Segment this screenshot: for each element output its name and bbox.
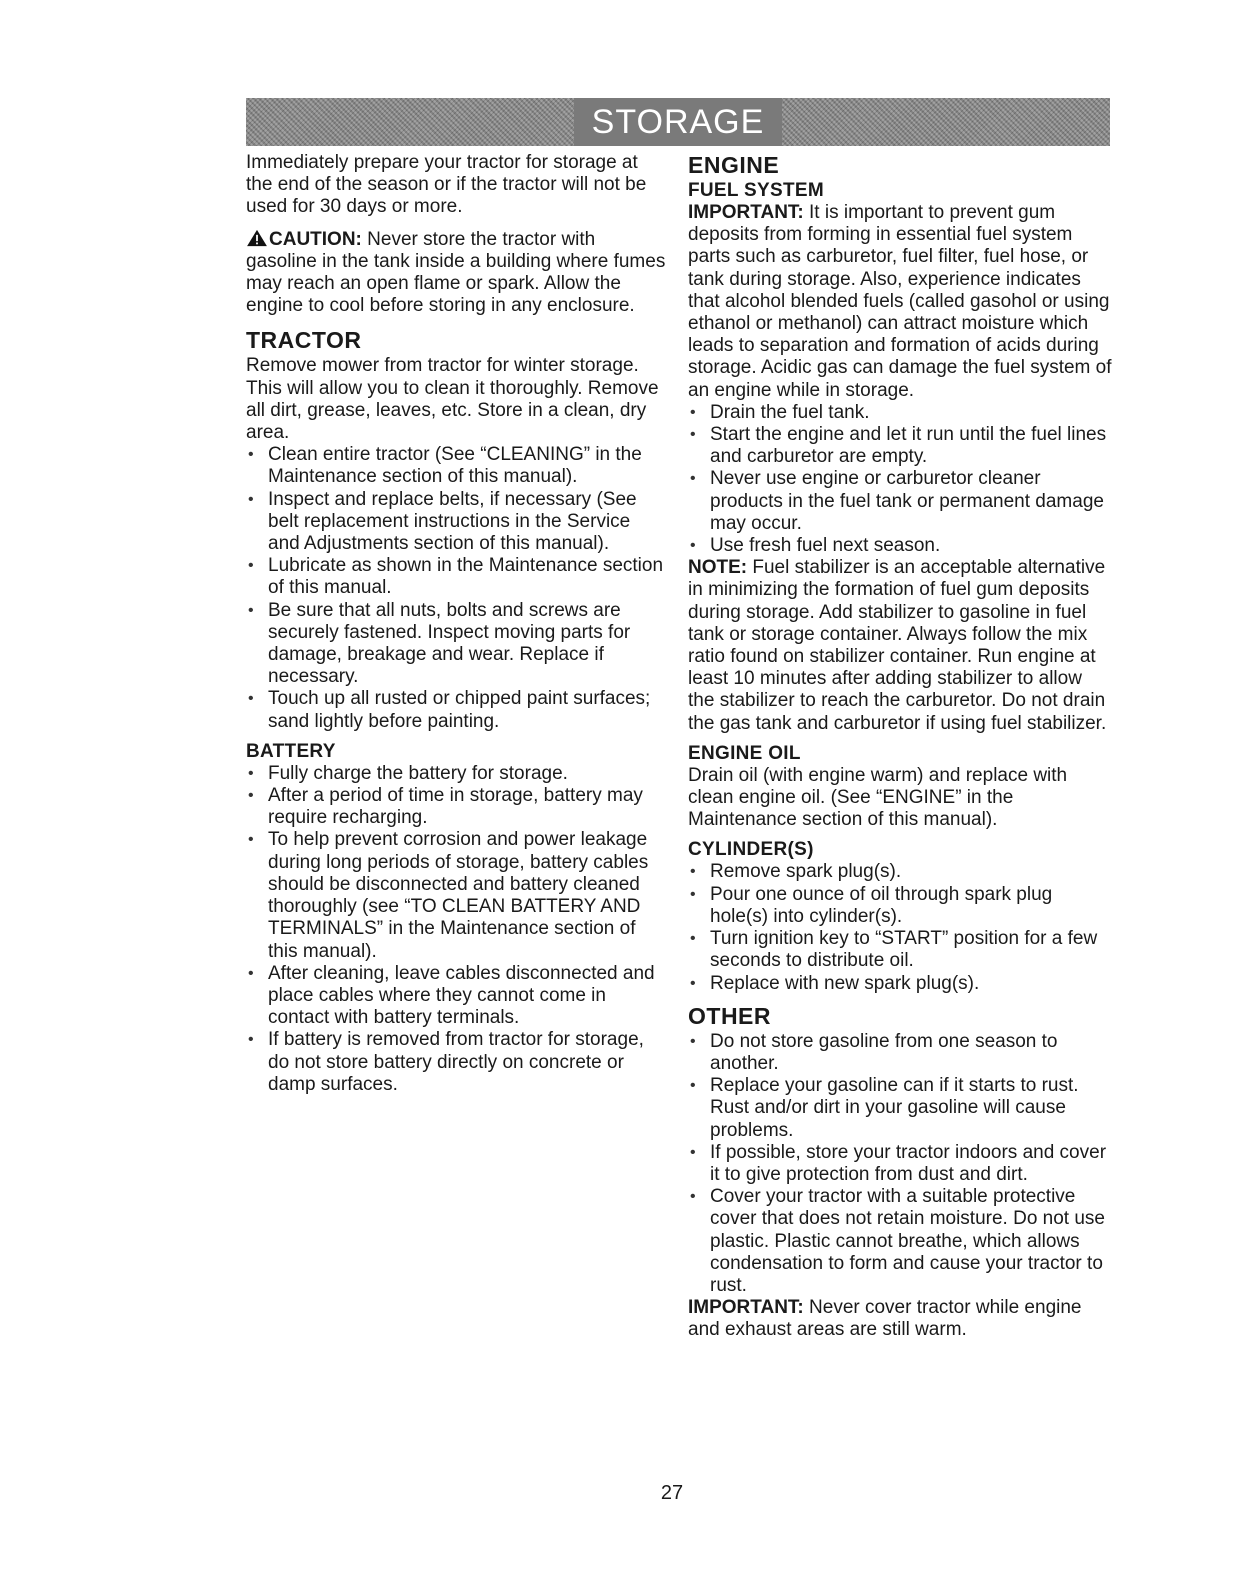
list-item: • Touch up all rusted or chipped paint surfaces; sand lightly before painting. (246, 688, 666, 732)
list-item: • After a period of time in storage, battery may require recharging. (246, 785, 666, 829)
section-title: STORAGE (574, 98, 783, 146)
fuel-system-list (688, 402, 1112, 557)
important-text: Never cover tractor while engine and exhaust areas are still warm. (688, 1297, 1082, 1341)
battery-heading: BATTERY (246, 740, 336, 762)
warning-triangle-icon (246, 229, 268, 247)
engine-oil-heading: ENGINE OIL (688, 742, 801, 764)
note-text: Fuel stabilizer is an acceptable alternative in minimizing the formation of fuel gum deposits during storage. Add stabilizer to gasoline in fuel tank or storage container. Always follow the mix ratio found on stabilizer container. Run engine at least 10 minutes after adding stabilizer to allow the stabilizer to reach the carburetor. Do not drain the gas tank and carburetor if using fuel stabilizer. (688, 557, 1107, 734)
other-heading: OTHER (688, 1002, 771, 1029)
list-item: • Cover your tractor with a suitable protective cover that does not retain moisture. Do not use plastic. Plastic cannot breathe, which allows condensation to form and cause your tractor to rust. (688, 1186, 1112, 1297)
list-item: • Use fresh fuel next season. (688, 535, 1112, 557)
list-item: • Lubricate as shown in the Maintenance section of this manual. (246, 555, 666, 599)
list-item: • Never use engine or carburetor cleaner products in the fuel tank or permanent damage may occur. (688, 468, 1112, 535)
fuel-system-important (688, 202, 1112, 402)
cylinders-list (688, 861, 1112, 994)
tractor-heading: TRACTOR (246, 327, 362, 354)
right-column (688, 152, 1112, 1342)
fuel-system-heading: FUEL SYSTEM (688, 180, 824, 201)
important-label: IMPORTANT: (688, 1297, 804, 1319)
left-column (246, 152, 666, 1096)
list-item: • After cleaning, leave cables disconnected and place cables where they cannot come in contact with battery terminals. (246, 963, 666, 1030)
caution-text: Never store the tractor with gasoline in the tank inside a building where fumes may reach an open flame or spark. Allow the engine to cool before storing in any enclosure. (246, 228, 666, 317)
list-item: • Inspect and replace belts, if necessary (See belt replacement instructions in the Service and Adjustments section of this manual). (246, 489, 666, 556)
tractor-list (246, 444, 666, 733)
list-item: • Replace your gasoline can if it starts to rust. Rust and/or dirt in your gasoline will cause problems. (688, 1075, 1112, 1142)
fuel-system-note (688, 557, 1112, 735)
caution-paragraph (246, 229, 666, 318)
battery-list (246, 763, 666, 1096)
engine-heading: ENGINE (688, 152, 780, 178)
other-list (688, 1031, 1112, 1297)
list-item: • To help prevent corrosion and power leakage during long periods of storage, battery cables should be disconnected and battery cleaned thoroughly (see “TO CLEAN BATTERY AND TERMINALS” in the Maintenance section of this manual). (246, 829, 666, 962)
section-banner (246, 98, 1110, 146)
important-text: It is important to prevent gum deposits from forming in essential fuel system parts such as carburetor, fuel filter, fuel hose, or tank during storage. Also, experience indicates that alcohol blended fuels (called gasohol or using ethanol or methanol) can attract moisture which leads to separation and formation of acids during storage. Acidic gas can damage the fuel system of an engine while in storage. (688, 202, 1112, 401)
list-item: • Drain the fuel tank. (688, 402, 1112, 424)
page-number: 27 (660, 1482, 684, 1504)
caution-label: CAUTION: (269, 228, 362, 250)
list-item: • Pour one ounce of oil through spark plug hole(s) into cylinder(s). (688, 884, 1112, 928)
list-item: • Do not store gasoline from one season to another. (688, 1031, 1112, 1075)
important-label: IMPORTANT: (688, 202, 804, 223)
list-item: • Replace with new spark plug(s). (688, 973, 1112, 995)
list-item: • Turn ignition key to “START” position for a few seconds to distribute oil. (688, 928, 1112, 972)
intro-paragraph: Immediately prepare your tractor for storage at the end of the season or if the tractor will not be used for 30 days or more. (246, 152, 647, 218)
note-label: NOTE: (688, 557, 748, 579)
engine-oil-text: Drain oil (with engine warm) and replace with clean engine oil. (See “ENGINE” in the Maintenance section of this manual). (688, 764, 1068, 831)
list-item: • Clean entire tractor (See “CLEANING” in the Maintenance section of this manual). (246, 444, 666, 488)
list-item: • Fully charge the battery for storage. (246, 763, 666, 785)
list-item: • If battery is removed from tractor for storage, do not store battery directly on concrete or damp surfaces. (246, 1029, 666, 1096)
list-item: • Be sure that all nuts, bolts and screws are securely fastened. Inspect moving parts for damage, breakage and wear. Replace if necessary. (246, 600, 666, 689)
other-important (688, 1297, 1112, 1341)
tractor-intro: Remove mower from tractor for winter storage. This will allow you to clean it thoroughly. Remove all dirt, grease, leaves, etc. Store in a clean, dry area. (246, 355, 659, 444)
list-item: • Remove spark plug(s). (688, 861, 1112, 883)
list-item: • If possible, store your tractor indoors and cover it to give protection from dust and dirt. (688, 1142, 1112, 1186)
cylinders-heading: CYLINDER(S) (688, 839, 814, 861)
list-item: • Start the engine and let it run until the fuel lines and carburetor are empty. (688, 424, 1112, 468)
